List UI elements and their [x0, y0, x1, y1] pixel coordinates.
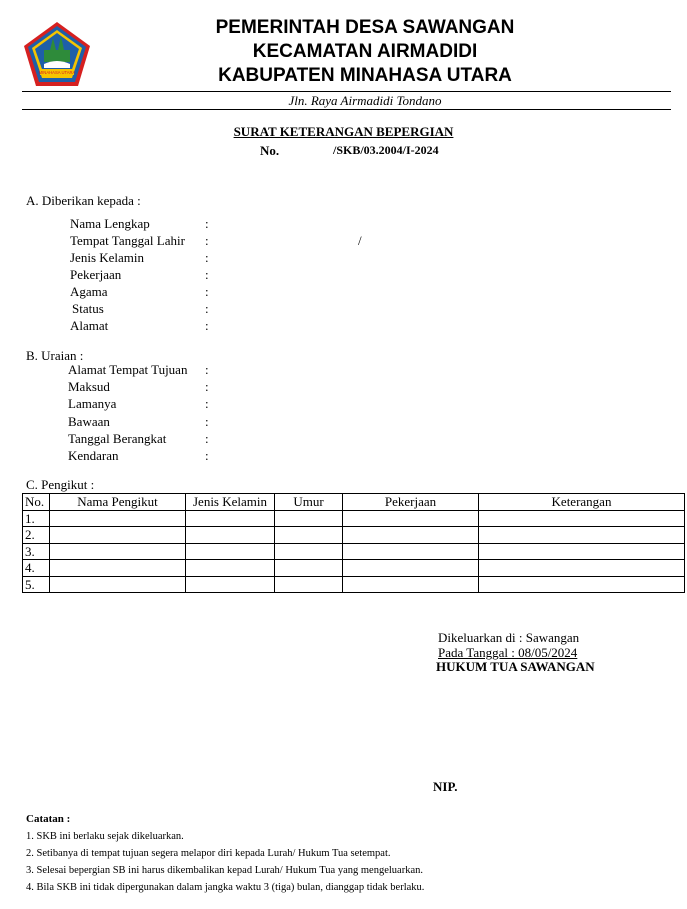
col-nama-pengikut: Nama Pengikut [50, 494, 186, 511]
issued-date: Pada Tanggal : 08/05/2024 [438, 645, 578, 660]
colon: : [205, 250, 209, 265]
table-cell[interactable] [479, 560, 685, 577]
table-cell[interactable] [479, 576, 685, 593]
document-title: SURAT KETERANGAN BEPERGIAN [233, 124, 454, 139]
field-tanggal-berangkat: Tanggal Berangkat [68, 431, 167, 446]
row-number: 1. [23, 510, 50, 527]
colon: : [205, 431, 209, 446]
header-government: PEMERINTAH DESA SAWANGAN [215, 17, 515, 38]
date-separator: / [358, 233, 362, 248]
table-cell[interactable] [50, 510, 186, 527]
table-cell[interactable] [275, 560, 343, 577]
colon: : [205, 216, 209, 231]
companions-table [22, 493, 685, 593]
header-divider-bottom [22, 109, 671, 110]
header-address: Jln. Raya Airmadidi Tondano [288, 93, 442, 108]
field-jenis-kelamin: Jenis Kelamin [70, 250, 145, 265]
table-cell[interactable] [479, 527, 685, 544]
field-bawaan: Bawaan [68, 414, 110, 429]
col-pekerjaan: Pekerjaan [343, 494, 479, 511]
table-cell[interactable] [343, 560, 479, 577]
colon: : [205, 233, 209, 248]
table-cell[interactable] [50, 527, 186, 544]
table-cell[interactable] [186, 560, 275, 577]
official-title: HUKUM TUA SAWANGAN [436, 659, 595, 674]
field-tempat-tanggal-lahir: Tempat Tanggal Lahir [70, 233, 185, 248]
field-kendaran: Kendaran [68, 448, 119, 463]
table-cell[interactable] [186, 576, 275, 593]
notes-heading: Catatan : [26, 813, 71, 825]
col-jenis-kelamin: Jenis Kelamin [186, 494, 275, 511]
table-cell[interactable] [186, 527, 275, 544]
section-c-heading: C. Pengikut : [26, 477, 95, 492]
field-maksud: Maksud [68, 379, 110, 394]
colon: : [205, 448, 209, 463]
header-district: KECAMATAN AIRMADIDI [252, 41, 478, 62]
note-item: 3. Selesai bepergian SB ini harus dikembalikan kepad Lurah/ Hukum Tua yang mengeluarkan. [26, 865, 423, 876]
colon: : [205, 267, 209, 282]
table-header-row [23, 494, 685, 511]
col-keterangan: Keterangan [479, 494, 685, 511]
table-cell[interactable] [275, 543, 343, 560]
table-row [23, 510, 685, 527]
number-value: /SKB/03.2004/I-2024 [333, 143, 439, 157]
colon: : [205, 379, 209, 394]
issued-at: Dikeluarkan di : Sawangan [438, 630, 580, 645]
regency-logo [22, 20, 92, 88]
field-alamat-tempat-tujuan: Alamat Tempat Tujuan [68, 362, 188, 377]
nip-label: NIP. [433, 779, 458, 794]
colon: : [205, 318, 209, 333]
note-item: 2. Setibanya di tempat tujuan segera melapor diri kepada Lurah/ Hukum Tua setempat. [26, 848, 391, 859]
colon: : [205, 362, 209, 377]
note-item: 4. Bila SKB ini tidak dipergunakan dalam jangka waktu 3 (tiga) bulan, dianggap tidak berlaku. [26, 882, 425, 893]
colon: : [205, 301, 209, 316]
colon: : [205, 284, 209, 299]
row-number: 4. [23, 560, 50, 577]
table-cell[interactable] [343, 510, 479, 527]
table-cell[interactable] [275, 527, 343, 544]
table-cell[interactable] [343, 543, 479, 560]
table-cell[interactable] [479, 510, 685, 527]
table-cell[interactable] [343, 576, 479, 593]
col-umur: Umur [275, 494, 343, 511]
header-divider-top [22, 91, 671, 92]
row-number: 5. [23, 576, 50, 593]
logo-text: MINAHASA UTARA [38, 70, 76, 75]
table-cell[interactable] [50, 543, 186, 560]
table-cell[interactable] [275, 576, 343, 593]
table-row [23, 543, 685, 560]
table-cell[interactable] [50, 576, 186, 593]
field-agama: Agama [70, 284, 108, 299]
row-number: 2. [23, 527, 50, 544]
section-b-heading: B. Uraian : [26, 348, 84, 363]
table-cell[interactable] [186, 543, 275, 560]
table-cell[interactable] [275, 510, 343, 527]
table-cell[interactable] [186, 510, 275, 527]
field-pekerjaan: Pekerjaan [70, 267, 122, 282]
note-item: 1. SKB ini berlaku sejak dikeluarkan. [26, 831, 184, 842]
number-label: No. [260, 143, 280, 158]
colon: : [205, 396, 209, 411]
table-cell[interactable] [479, 543, 685, 560]
col-no: No. [23, 494, 50, 511]
field-nama-lengkap: Nama Lengkap [70, 216, 150, 231]
section-a-heading: A. Diberikan kepada : [26, 193, 141, 208]
table-row [23, 576, 685, 593]
field-status: Status [72, 301, 104, 316]
table-cell[interactable] [50, 560, 186, 577]
colon: : [205, 414, 209, 429]
table-row [23, 527, 685, 544]
header-regency: KABUPATEN MINAHASA UTARA [218, 65, 512, 86]
field-lamanya: Lamanya [68, 396, 117, 411]
table-cell[interactable] [343, 527, 479, 544]
field-alamat: Alamat [70, 318, 109, 333]
table-row [23, 560, 685, 577]
row-number: 3. [23, 543, 50, 560]
